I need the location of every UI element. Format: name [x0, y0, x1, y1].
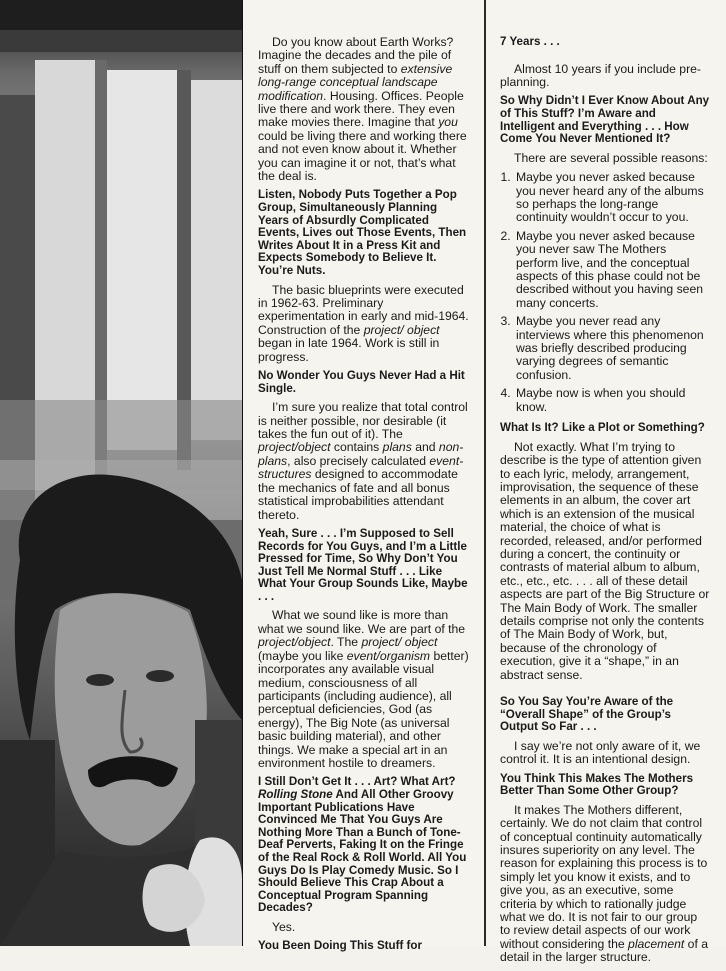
question-heading: So You Say You’re Aware of the “Overall Shape” of the Group’s Output So Far . . . [500, 695, 674, 734]
paragraph: It makes The Mothers different, certainly. We do not claim that control of conceptual continuity automatically insures superiority on any level. The reason for explaining this process is to simply let you know it exists, and to give you, as an executive, some criteria by which to rationally judge what we do. It is not fair to our group to review detail aspects of our work without considering the placement of a detail in the larger structure. [500, 802, 708, 965]
question-heading: Listen, Nobody Puts Together a Pop Group, Simultaneously Planning Years of Absurdly Complicated Events, Lives out Those Events, Then Writes About It in a Press Kit and Expects Somebody to Believe It. You’re Nuts. [258, 188, 467, 278]
question-heading: So Why Didn’t I Ever Know About Any of This Stuff? I’m Aware and Intelligent and Everything . . . How Come You Never Mentioned It? [500, 94, 710, 146]
list-item: 1. Maybe you never asked because you never heard any of the albums so perhaps the long-range continuity wouldn’t occur to you. [514, 171, 710, 225]
column-right [500, 36, 710, 971]
question-heading: I Still Don’t Get It . . . Art? What Art? Rolling Stone And All Other Groovy Important Publications Have Convinced Me That You Guys Are Nothing More Than a Bunch of Tone-Deaf Perverts, Faking It on the Fringe of the Real Rock & Roll World. All You Guys Do Is Play Comedy Music. So I Should Believe This Crap About a Conceptual Program Spanning Decades? [258, 775, 467, 915]
paragraph: What we sound like is more than what we sound like. We are part of the project/object. The project/ object (maybe you like event/organism better) incorporates any available visual medium, consciousness of all participants (including audience), all perceptual deficiencies, God (as energy), The Big Note (as universal basic building material), and other things. We make a special art in an environment hostile to dreamers. [258, 608, 469, 770]
reasons-list [500, 171, 710, 414]
list-item: 4. Maybe now is when you should know. [514, 387, 710, 414]
column-left [258, 36, 470, 959]
question-heading: No Wonder You Guys Never Had a Hit Single. [258, 369, 465, 395]
question-heading: Yeah, Sure . . . I’m Supposed to Sell Records for You Guys, and I’m a Little Pressed for Time, So Why Don’t You Just Tell Me Normal Stuff . . . Like What Your Group Sounds Like, Maybe . . . [258, 526, 468, 603]
paragraph: I say we’re not only aware of it, we control it. It is an intentional design. [500, 738, 701, 767]
photo-edge [242, 0, 243, 946]
question-heading: You Been Doing This Stuff for [258, 939, 423, 953]
list-item: 3. Maybe you never read any interviews where this phenomenon was briefly described producing varying degrees of semantic confusion. [514, 315, 710, 382]
question-heading: What Is It? Like a Plot or Something? [500, 421, 705, 435]
paragraph: The basic blueprints were executed in 1962-63. Preliminary experimentation in early and mid-1964. Construction of the project/ object began in late 1964. Work is still in progress. [258, 282, 469, 364]
paragraph: Almost 10 years if you include pre-planning. [500, 61, 701, 89]
question-heading: You Think This Makes The Mothers Better Than Some Other Group? [500, 771, 694, 798]
list-item: 2. Maybe you never asked because you never saw The Mothers perform live, and the conceptual aspects of this phase could not be described without you having seen many concerts. [514, 230, 710, 310]
paragraph: Yes. [272, 919, 296, 934]
paragraph: Do you know about Earth Works? Imagine the decades and the pile of stuff on them subjected to extensive long-range conceptual landscape modification. Housing. Offices. People live there and work there. They even make movies there. Imagine that you could be living there and working there and not even know about it. Whether you can imagine it or not, that’s what the deal is. [258, 35, 467, 184]
column-divider [484, 0, 486, 946]
portrait-photo [0, 0, 242, 946]
question-heading: 7 Years . . . [500, 35, 560, 48]
paragraph: Not exactly. What I’m trying to describe is the type of attention given to each lyric, melody, arrangement, improvisation, the sequence of these elements in an album, the cover art which is an extension of the musical material, the choice of what is recorded, released, and/or performed during a concert, the continuity or contrasts of material album to album, etc., etc., etc. . . . all of these detail aspects are part of the Big Structure or The Main Body of Work. The smaller details comprise not only the contents of The Main Body of Work, but, because of the chronology of execution, give it a “shape,” in an abstract sense. [500, 439, 710, 682]
paragraph: There are several possible reasons: [514, 150, 708, 165]
portrait-photo-graphic [0, 0, 242, 946]
paragraph: I’m sure you realize that total control is neither possible, nor desirable (it takes the fun out of it). The project/object contains plans and non-plans, also precisely calculated event-structures designed to accommodate the mechanics of fate and all bonus statistical improbabilities attendant thereto. [258, 400, 468, 522]
